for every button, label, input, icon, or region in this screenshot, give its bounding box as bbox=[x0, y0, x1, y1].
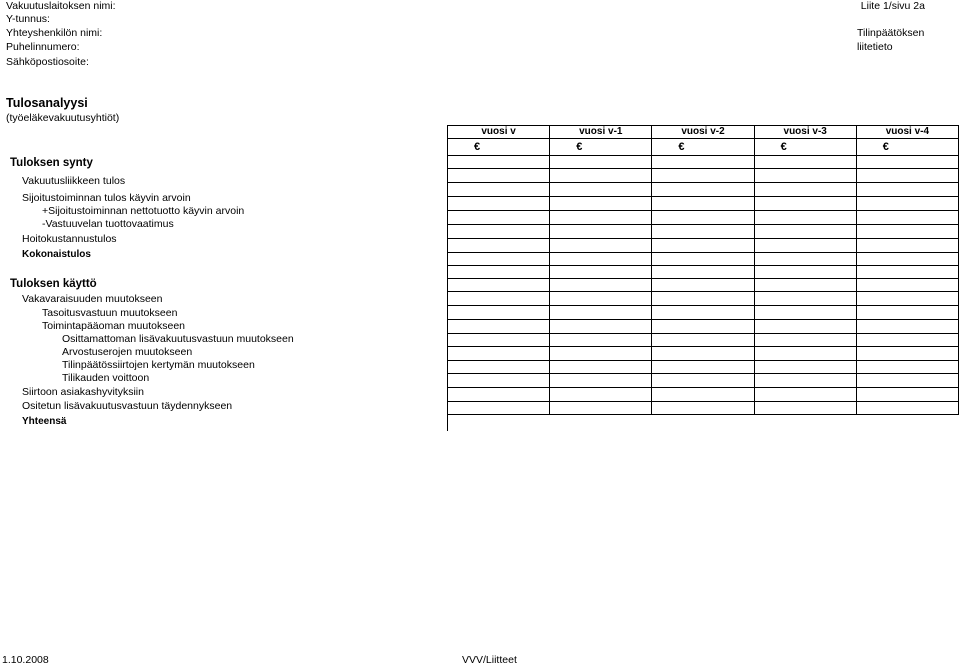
currency-cell: € bbox=[755, 139, 857, 156]
row-label: Tilinpäätössiirtojen kertymän muutokseen bbox=[62, 359, 255, 371]
value-cell[interactable] bbox=[550, 334, 652, 347]
business-id-label: Y-tunnus: bbox=[6, 13, 50, 25]
value-cell[interactable] bbox=[550, 388, 652, 402]
value-cell[interactable] bbox=[448, 320, 550, 334]
value-cell[interactable] bbox=[857, 361, 959, 374]
value-cell[interactable] bbox=[857, 402, 959, 415]
value-cell[interactable] bbox=[448, 266, 550, 279]
value-cell[interactable] bbox=[652, 225, 754, 239]
note-label-line1: Tilinpäätöksen bbox=[857, 27, 925, 39]
value-cell[interactable] bbox=[755, 292, 857, 306]
currency-cell: € bbox=[448, 139, 550, 156]
value-cell[interactable] bbox=[755, 183, 857, 197]
insurer-name-label: Vakuutuslaitoksen nimi: bbox=[6, 0, 116, 12]
footer-path: VVV/Liitteet bbox=[462, 654, 517, 666]
value-cell[interactable] bbox=[652, 239, 754, 253]
currency-cell: € bbox=[652, 139, 754, 156]
row-label: Osittamattoman lisävakuutusvastuun muutokseen bbox=[62, 333, 294, 345]
value-cell[interactable] bbox=[857, 169, 959, 183]
value-cell[interactable] bbox=[448, 279, 550, 292]
currency-cell: € bbox=[550, 139, 652, 156]
value-cell[interactable] bbox=[755, 225, 857, 239]
value-cell[interactable] bbox=[652, 253, 754, 266]
value-cell[interactable] bbox=[550, 239, 652, 253]
value-cell[interactable] bbox=[448, 292, 550, 306]
page-title: Tulosanalyysi bbox=[6, 96, 88, 110]
value-cell[interactable] bbox=[857, 156, 959, 169]
value-cell[interactable] bbox=[448, 197, 550, 211]
row-label: Toimintapääoman muutokseen bbox=[42, 320, 186, 332]
total-label-kaytto: Yhteensä bbox=[22, 416, 67, 427]
value-cell[interactable] bbox=[755, 402, 857, 415]
value-cell[interactable] bbox=[857, 225, 959, 239]
value-cell[interactable] bbox=[857, 292, 959, 306]
row-label: +Sijoitustoiminnan nettotuotto käyvin arvoin bbox=[42, 205, 245, 217]
value-cell[interactable] bbox=[652, 183, 754, 197]
value-cell[interactable] bbox=[652, 197, 754, 211]
value-cell[interactable] bbox=[652, 347, 754, 361]
value-cell[interactable] bbox=[857, 266, 959, 279]
value-cell[interactable] bbox=[448, 347, 550, 361]
column-header: vuosi v-4 bbox=[857, 126, 959, 139]
value-cell[interactable] bbox=[857, 211, 959, 225]
value-cell[interactable] bbox=[550, 266, 652, 279]
value-cell[interactable] bbox=[857, 253, 959, 266]
value-cell[interactable] bbox=[755, 197, 857, 211]
value-cell[interactable] bbox=[550, 225, 652, 239]
value-cell[interactable] bbox=[652, 306, 754, 320]
value-cell[interactable] bbox=[550, 253, 652, 266]
value-cell[interactable] bbox=[652, 388, 754, 402]
value-cell[interactable] bbox=[550, 183, 652, 197]
note-label-line2: liitetieto bbox=[857, 41, 893, 53]
value-cell[interactable] bbox=[755, 211, 857, 225]
value-cell[interactable] bbox=[755, 320, 857, 334]
value-cell[interactable] bbox=[755, 169, 857, 183]
footer-date: 1.10.2008 bbox=[2, 654, 49, 666]
value-cell[interactable] bbox=[550, 361, 652, 374]
value-cell[interactable] bbox=[550, 156, 652, 169]
value-cell[interactable] bbox=[448, 253, 550, 266]
value-cell[interactable] bbox=[857, 374, 959, 388]
value-cell[interactable] bbox=[652, 211, 754, 225]
value-cell[interactable] bbox=[448, 156, 550, 169]
value-cell[interactable] bbox=[448, 183, 550, 197]
row-label: Tilikauden voittoon bbox=[62, 372, 150, 384]
currency-cell: € bbox=[857, 139, 959, 156]
row-label: Arvostuserojen muutokseen bbox=[62, 346, 193, 358]
value-cell[interactable] bbox=[550, 197, 652, 211]
value-cell[interactable] bbox=[755, 334, 857, 347]
column-header: vuosi v-2 bbox=[652, 126, 754, 139]
value-cell[interactable] bbox=[550, 347, 652, 361]
value-cell[interactable] bbox=[857, 279, 959, 292]
column-header: vuosi v bbox=[448, 126, 550, 139]
value-cell[interactable] bbox=[448, 225, 550, 239]
value-cell[interactable] bbox=[755, 306, 857, 320]
value-grid bbox=[447, 125, 959, 431]
row-label: -Vastuuvelan tuottovaatimus bbox=[42, 218, 174, 230]
value-cell[interactable] bbox=[652, 402, 754, 415]
value-cell[interactable] bbox=[652, 156, 754, 169]
value-cell[interactable] bbox=[857, 239, 959, 253]
value-cell[interactable] bbox=[857, 334, 959, 347]
value-cell[interactable] bbox=[550, 320, 652, 334]
total-label-synty: Kokonaistulos bbox=[22, 249, 91, 260]
row-label: Ositetun lisävakuutusvastuun täydennykseen bbox=[22, 400, 233, 412]
row-label: Siirtoon asiakashyvityksiin bbox=[22, 386, 144, 398]
row-label: Vakavaraisuuden muutokseen bbox=[22, 293, 163, 305]
value-cell[interactable] bbox=[550, 279, 652, 292]
value-cell[interactable] bbox=[652, 292, 754, 306]
value-cell[interactable] bbox=[755, 388, 857, 402]
value-cell[interactable] bbox=[755, 253, 857, 266]
value-cell[interactable] bbox=[652, 374, 754, 388]
value-cell[interactable] bbox=[857, 388, 959, 402]
email-label: Sähköpostiosoite: bbox=[6, 56, 89, 68]
value-cell[interactable] bbox=[550, 211, 652, 225]
value-cell[interactable] bbox=[652, 361, 754, 374]
value-cell[interactable] bbox=[857, 306, 959, 320]
value-cell[interactable] bbox=[652, 266, 754, 279]
value-cell[interactable] bbox=[652, 320, 754, 334]
value-cell[interactable] bbox=[448, 239, 550, 253]
value-cell[interactable] bbox=[857, 183, 959, 197]
value-cell[interactable] bbox=[550, 292, 652, 306]
value-cell[interactable] bbox=[652, 334, 754, 347]
value-cell[interactable] bbox=[857, 320, 959, 334]
value-cell[interactable] bbox=[448, 402, 550, 415]
section-heading-synty: Tuloksen synty bbox=[10, 157, 93, 169]
value-cell[interactable] bbox=[448, 211, 550, 225]
row-label: Tasoitusvastuun muutokseen bbox=[42, 307, 178, 319]
page-subtitle: (työeläkevakuutusyhtiöt) bbox=[6, 112, 120, 124]
value-cell[interactable] bbox=[448, 361, 550, 374]
row-label: Hoitokustannustulos bbox=[22, 233, 117, 245]
row-label: Vakuutusliikkeen tulos bbox=[22, 175, 126, 187]
section-heading-kaytto: Tuloksen käyttö bbox=[10, 278, 97, 290]
value-cell[interactable] bbox=[755, 347, 857, 361]
value-cell[interactable] bbox=[448, 306, 550, 320]
value-cell[interactable] bbox=[755, 361, 857, 374]
value-cell[interactable] bbox=[652, 279, 754, 292]
value-cell[interactable] bbox=[857, 197, 959, 211]
value-cell[interactable] bbox=[550, 402, 652, 415]
value-cell[interactable] bbox=[857, 347, 959, 361]
column-header: vuosi v-1 bbox=[550, 126, 652, 139]
value-cell[interactable] bbox=[550, 306, 652, 320]
value-cell[interactable] bbox=[652, 169, 754, 183]
row-label: Sijoitustoiminnan tulos käyvin arvoin bbox=[22, 192, 191, 204]
value-cell[interactable] bbox=[550, 374, 652, 388]
value-cell[interactable] bbox=[448, 334, 550, 347]
phone-label: Puhelinnumero: bbox=[6, 41, 80, 53]
value-cell[interactable] bbox=[448, 388, 550, 402]
contact-name-label: Yhteyshenkilön nimi: bbox=[6, 27, 103, 39]
value-cell[interactable] bbox=[755, 279, 857, 292]
value-cell[interactable] bbox=[755, 266, 857, 279]
appendix-label: Liite 1/sivu 2a bbox=[860, 0, 925, 12]
value-cell[interactable] bbox=[755, 374, 857, 388]
value-cell[interactable] bbox=[448, 374, 550, 388]
value-cell[interactable] bbox=[755, 156, 857, 169]
value-cell[interactable] bbox=[550, 169, 652, 183]
value-cell[interactable] bbox=[448, 169, 550, 183]
column-header: vuosi v-3 bbox=[755, 126, 857, 139]
value-cell[interactable] bbox=[755, 239, 857, 253]
